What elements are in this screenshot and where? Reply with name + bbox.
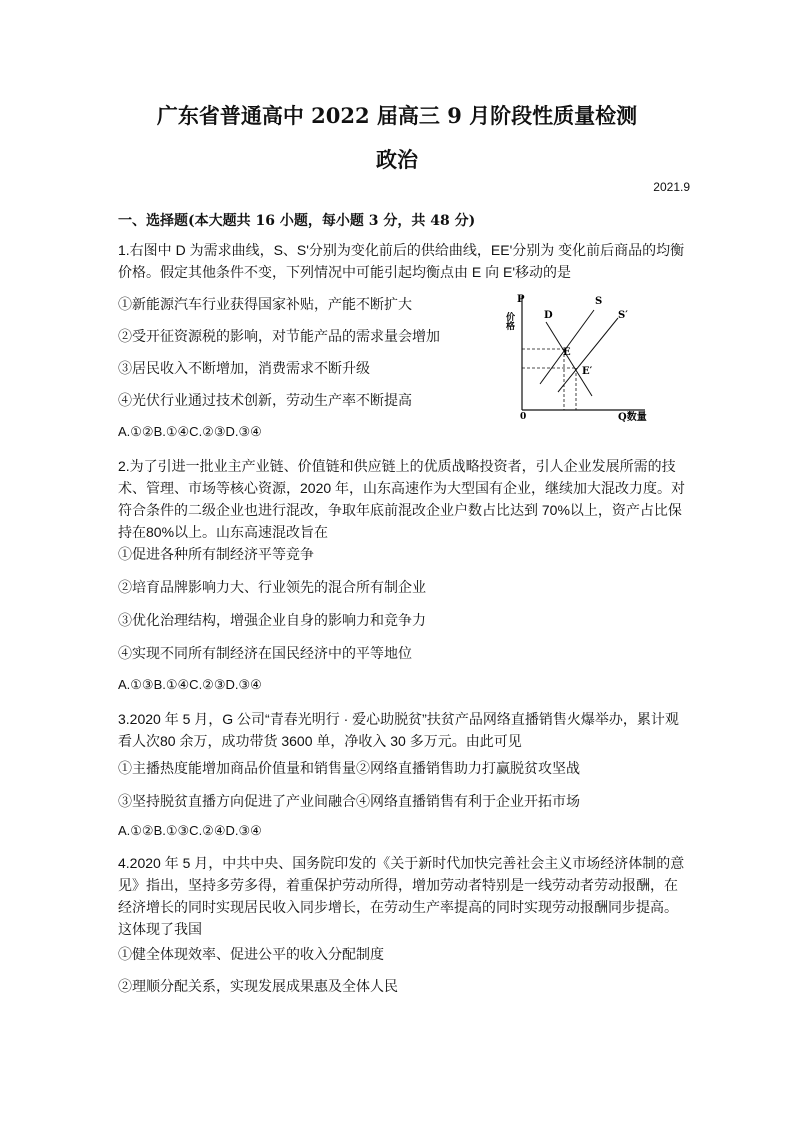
- graph-p-label: P: [517, 294, 525, 305]
- question-1-stem: 1.右图中 D 为需求曲线，S、S'分别为变化前后的供给曲线，EE'分别为 变化前后商品的均衡价格。假定其他条件不变，下列情况中可能引起均衡点由 E 向 E'移动的是: [118, 242, 685, 280]
- question-3-option-1: ①主播热度能增加商品价值量和销售量②网络直播销售助力打赢脱贫攻坚战: [118, 761, 580, 777]
- graph-s2-label: S′: [618, 310, 628, 321]
- question-4-option-2: ②理顺分配关系，实现发展成果惠及全体人民: [118, 979, 398, 995]
- question-4-stem: 4.2020 年 5 月，中共中央、国务院印发的《关于新时代加快完善社会主义市场经济体制的意见》指出，坚持多劳多得，着重保护劳动所得，增加劳动者特别是一线劳动者劳动报酬，在经济增长的同时实现居民收入同步增长，在劳动生产率提高的同时实现劳动报酬同步提高。这体现了我国: [118, 855, 685, 937]
- question-3-answers: A.①②B.①③C.②④D.③④: [118, 823, 262, 838]
- question-1-option-2: ②受开征资源税的影响，对节能产品的需求量会增加: [118, 329, 440, 345]
- graph-s-label: S: [595, 296, 603, 307]
- question-3-option-2: ③坚持脱贫直播方向促进了产业间融合④网络直播销售有利于企业开拓市场: [118, 794, 580, 810]
- question-2-stem: 2.为了引进一批业主产业链、价值链和供应链上的优质战略投资者，引人企业发展所需的技术、管理、市场等核心资源，2020 年，山东高速作为大型国有企业，继续加大混改力度。对符合条件的二级企业也进行混改，争取年底前混改企业户数占比达到 70%以上，资产占比保持在80%以上。山东高速混改旨在: [118, 458, 686, 540]
- supply-demand-graph: [500, 288, 660, 428]
- question-2-answers: A.①③B.①④C.②③D.③④: [118, 677, 262, 692]
- question-2-option-3: ③优化治理结构，增强企业自身的影响力和竞争力: [118, 613, 426, 629]
- graph-price-label: 价格: [504, 312, 514, 330]
- graph-e2-label: E′: [582, 366, 593, 377]
- question-1-option-1: ①新能源汽车行业获得国家补贴，产能不断扩大: [118, 297, 412, 313]
- graph-q-label: Q数量: [618, 412, 647, 423]
- question-2-option-2: ②培育品牌影响力大、行业领先的混合所有制企业: [118, 580, 426, 596]
- question-2-option-1: ①促进各种所有制经济平等竞争: [118, 547, 314, 563]
- page-title: 广东省普通高中 2022 届高三 9 月阶段性质量检测: [156, 103, 638, 128]
- question-3-stem: 3.2020 年 5 月，G 公司“青春光明行 · 爱心助脱贫”扶贫产品网络直播销售火爆举办，累计观看人次80 余万，成功带货 3600 单，净收入 30 多万元。由此可见: [118, 711, 679, 749]
- exam-date: 2021.9: [653, 180, 690, 194]
- question-4-option-1: ①健全体现效率、促进公平的收入分配制度: [118, 947, 384, 963]
- graph-e-label: E: [563, 347, 571, 358]
- graph-origin-label: 0: [520, 412, 527, 422]
- question-1-option-4: ④光伏行业通过技术创新，劳动生产率不断提高: [118, 393, 412, 409]
- subject-title: 政治: [376, 147, 418, 172]
- section-heading: 一、选择题(本大题共 16 小题，每小题 3 分，共 48 分): [118, 213, 476, 229]
- question-1-option-3: ③居民收入不断增加，消费需求不断升级: [118, 361, 370, 377]
- question-1-answers: A.①②B.①④C.②③D.③④: [118, 424, 262, 439]
- question-2-option-4: ④实现不同所有制经济在国民经济中的平等地位: [118, 646, 412, 662]
- graph-d-label: D: [544, 310, 553, 321]
